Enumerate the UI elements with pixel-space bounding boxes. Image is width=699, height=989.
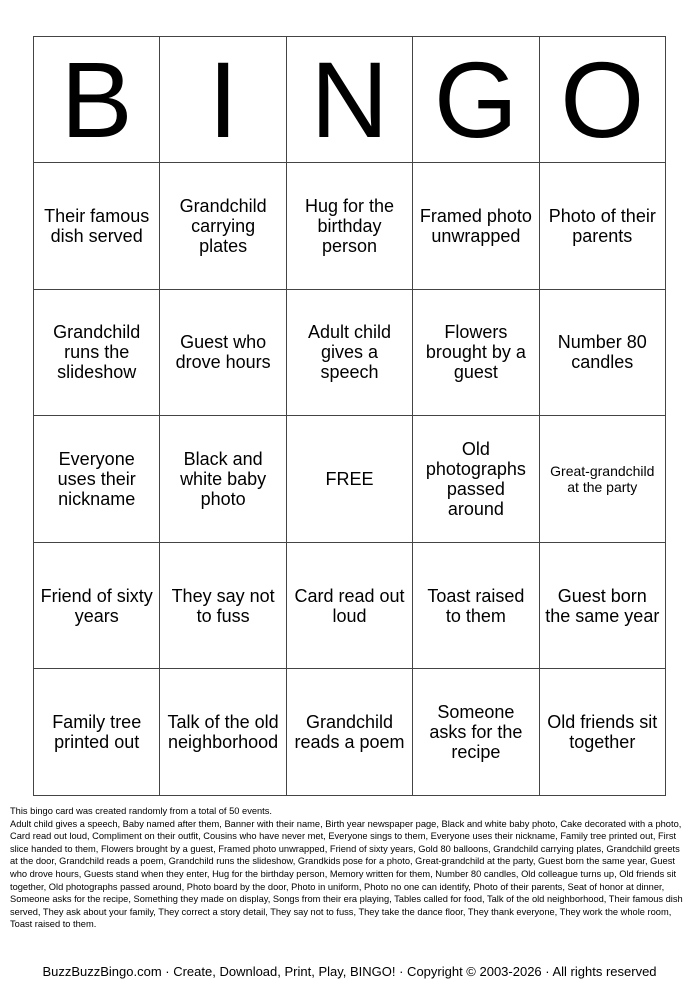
bingo-cell-r3-c4: Old photographs passed around xyxy=(413,416,539,543)
event-list-note xyxy=(10,805,690,931)
header-letter-b: B xyxy=(34,37,160,163)
bingo-cell-r1-c4: Framed photo unwrapped xyxy=(413,163,539,290)
bingo-cell-r5-c4: Someone asks for the recipe xyxy=(413,669,539,796)
bingo-cell-r3-c5: Great-grandchild at the party xyxy=(540,416,666,543)
bingo-cell-r1-c5: Photo of their parents xyxy=(540,163,666,290)
bingo-card xyxy=(33,36,666,796)
bingo-cell-r1-c2: Grandchild carrying plates xyxy=(160,163,286,290)
note-event-list: Adult child gives a speech, Baby named after them, Banner with their name, Birth year newspaper page, Black and white baby photo, Cake decorated with a photo, Card read out loud, Compliment on their outfit, Cousins who have never met, Everyone sings to them, Everyone uses their nickname, Family tree printed out, First slice handed to them, Flowers brought by a guest, Framed photo unwrapped, Friend of sixty years, Gold 80 balloons, Grandchild carrying plates, Grandchild greets at the door, Grandchild reads a poem, Grandchild runs the slideshow, Grandkids pose for a photo, Great-grandchild at the party, Guest born the same year, Guest who drove hours, Guests stand when they enter, Hug for the birthday person, Memory written for them, Number 80 candles, Old colleague turns up, Old friends sit together, Old photographs passed around, Photo board by the door, Photo in uniform, Photo no one can identify, Photo of their parents, Seat of honor at dinner, Someone asks for the recipe, Something they made on display, Songs from their era playing, Tables called for food, Talk of the old neighborhood, Their famous dish served, They ask about your family, They correct a story detail, They say not to fuss, They take the dance floor, They thank everyone, They work the whole room, Toast raised to them. xyxy=(10,818,683,930)
bingo-cell-r2-c1: Grandchild runs the slideshow xyxy=(34,290,160,417)
bingo-cell-r3-c2: Black and white baby photo xyxy=(160,416,286,543)
footer-copyright: BuzzBuzzBingo.com · Create, Download, Print, Play, BINGO! · Copyright © 2003-2026 · All rights reserved xyxy=(42,964,657,979)
bingo-cell-r4-c1: Friend of sixty years xyxy=(34,543,160,670)
bingo-cell-r2-c4: Flowers brought by a guest xyxy=(413,290,539,417)
free-space: FREE xyxy=(287,416,413,543)
header-letter-o: O xyxy=(540,37,666,163)
bingo-cell-r5-c2: Talk of the old neighborhood xyxy=(160,669,286,796)
bingo-cell-r1-c1: Their famous dish served xyxy=(34,163,160,290)
bingo-cell-r4-c3: Card read out loud xyxy=(287,543,413,670)
note-intro: This bingo card was created randomly from a total of 50 events. xyxy=(10,806,272,816)
bingo-cell-r2-c2: Guest who drove hours xyxy=(160,290,286,417)
bingo-cell-r1-c3: Hug for the birthday person xyxy=(287,163,413,290)
header-letter-i: I xyxy=(160,37,286,163)
bingo-cell-r2-c3: Adult child gives a speech xyxy=(287,290,413,417)
bingo-cell-r2-c5: Number 80 candles xyxy=(540,290,666,417)
bingo-cell-r4-c4: Toast raised to them xyxy=(413,543,539,670)
bingo-cell-r5-c3: Grandchild reads a poem xyxy=(287,669,413,796)
bingo-cell-r3-c1: Everyone uses their nickname xyxy=(34,416,160,543)
header-letter-n: N xyxy=(287,37,413,163)
bingo-cell-r4-c2: They say not to fuss xyxy=(160,543,286,670)
bingo-cell-r4-c5: Guest born the same year xyxy=(540,543,666,670)
bingo-cell-r5-c1: Family tree printed out xyxy=(34,669,160,796)
header-letter-g: G xyxy=(413,37,539,163)
bingo-cell-r5-c5: Old friends sit together xyxy=(540,669,666,796)
